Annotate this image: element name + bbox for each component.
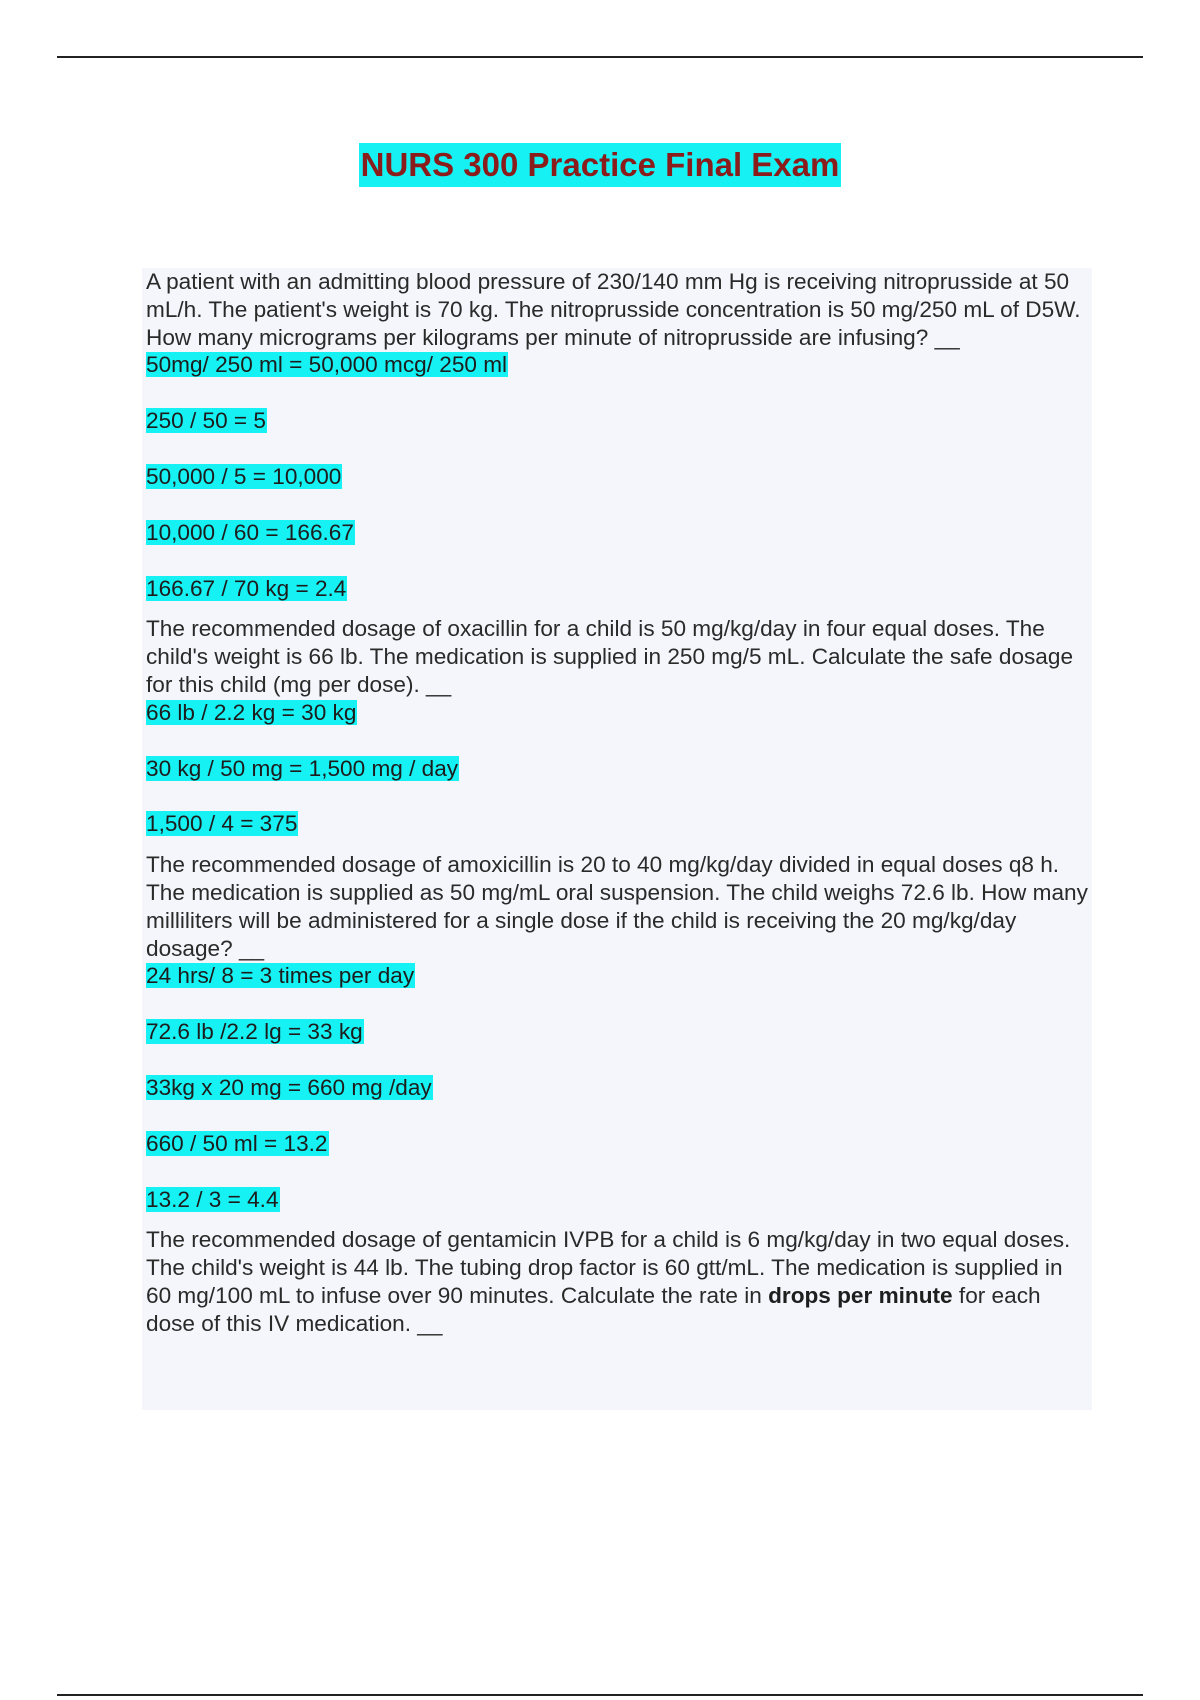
highlighted-step: 50mg/ 250 ml = 50,000 mcg/ 250 ml [146,352,508,378]
question-1: A patient with an admitting blood pressure of 230/140 mm Hg is receiving nitroprusside at 50 mL/h. The patient's weight is 70 kg. The nitroprusside concentration is 50 mg/250 mL of D5W. How many micrograms per kilograms per minute of nitroprusside are infusing? __ [146,269,1081,350]
answer-steps-1 [146,351,1092,602]
footer-rule [57,1694,1143,1696]
highlighted-step: 50,000 / 5 = 10,000 [146,463,342,489]
highlighted-step: 660 / 50 ml = 13.2 [146,1130,328,1156]
question-4-text-end: for each dose of this IV medication. __ [146,1282,1041,1336]
highlighted-step: 10,000 / 60 = 166.67 [146,519,354,545]
highlighted-step: 33kg x 20 mg = 660 mg /day [146,1074,432,1100]
answer-step [146,463,1092,491]
document-title: NURS 300 Practice Final Exam [359,143,842,187]
answer-step [146,699,1092,727]
highlighted-step: 72.6 lb /2.2 lg = 33 kg [146,1019,363,1045]
highlighted-step: 24 hrs/ 8 = 3 times per day [146,963,415,989]
highlighted-step: 1,500 / 4 = 375 [146,811,298,837]
highlighted-step: 166.67 / 70 kg = 2.4 [146,575,347,601]
answer-step [146,1074,1092,1102]
question-4-text-start: The recommended dosage of gentamicin IVPB for a child is 6 mg/kg/day in two equal doses. The child's weight is 44 lb. The tubing drop factor is 60 gtt/mL. The medication is supplied in 60 mg/100 mL to infuse over 90 minutes. Calculate the rate in [146,1227,1071,1308]
answer-step [146,351,1092,379]
question-3: The recommended dosage of amoxicillin is 20 to 40 mg/kg/day divided in equal doses q8 h. The medication is supplied as 50 mg/mL oral suspension. The child weighs 72.6 lb. How many milliliters will be administered for a single dose if the child is receiving the 20 mg/kg/day dosage? __ [146,852,1088,961]
answer-step [146,755,1092,783]
answer-step [146,1018,1092,1046]
answer-steps-2 [146,699,1092,838]
answer-step [146,519,1092,547]
answer-steps-3 [146,962,1092,1213]
title-container [0,143,1200,187]
highlighted-step: 30 kg / 50 mg = 1,500 mg / day [146,755,459,781]
answer-step [146,1186,1092,1214]
answer-step [146,962,1092,990]
highlighted-step: 13.2 / 3 = 4.4 [146,1186,279,1212]
question-4 [146,1226,1092,1337]
answer-step [146,575,1092,603]
answer-step [146,407,1092,435]
highlighted-step: 66 lb / 2.2 kg = 30 kg [146,699,357,725]
question-2: The recommended dosage of oxacillin for a child is 50 mg/kg/day in four equal doses. The child's weight is 66 lb. The medication is supplied in 250 mg/5 mL. Calculate the safe dosage for this child (mg per dose). __ [146,616,1074,697]
highlighted-step: 250 / 50 = 5 [146,408,266,434]
header-rule [57,56,1143,58]
exam-content [142,268,1092,1410]
question-4-bold-text: drops per minute [768,1282,953,1308]
answer-step [146,810,1092,838]
answer-step [146,1130,1092,1158]
